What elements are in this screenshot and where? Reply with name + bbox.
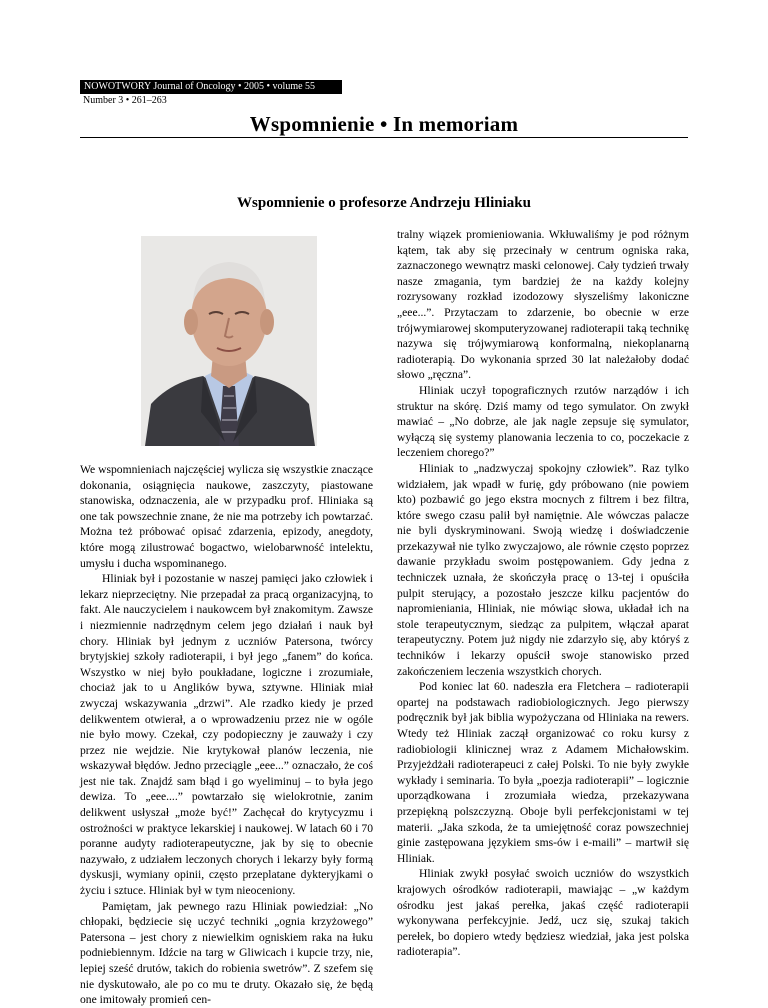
journal-issue-pages: Number 3 • 261–263 bbox=[83, 95, 167, 106]
right-paragraph-5: Hliniak zwykł posyłać swoich uczniów do wszystkich krajowych ośrodków radioterapii, mawiając – „w każdym ośrodku jest jakaś perełka, jakaś część radioterapii wykonywana perfekcyjnie. Jedź, ucz się, szukaj takich perełek, bo dopiero wtedy będziesz wiedział, jaka jest polska radioterapia”. bbox=[397, 867, 689, 959]
journal-band: NOWOTWORY Journal of Oncology • 2005 • volume 55 bbox=[80, 80, 342, 94]
left-paragraph-2: Hliniak był i pozostanie w naszej pamięci jako człowiek i lekarz nieprzeciętny. Nie przepadał za pracą organizacyjną, to fakt. Ale nauczycielem i naukowcem był znakomitym. Zawsze i niezmiennie nadrzędnym celem jego działań i nauk był chory. Hliniak był jednym z uczniów Patersona, twórcy brytyjskiej szkoły radioterapii, i był jego „fanem” do końca. Wszystko w niej było poukładane, logiczne i zrozumiałe, chociaż jak to u Anglików bywa, sztywne. Hliniak miał zwyczaj wskazywania „drzwi”. Ale rzadko kiedy je przed delikwentem otwierał, a o wprowadzeniu przez nie w ogóle nie było mowy. Czekał, czy podopieczny je zauważy i czy przez nie wejdzie. Nie krytykował planów leczenia, nie wskazywał błędów. Jedno przeciągle „eee...” oznaczało, że coś jest nie tak. Znajdź sam błąd i go wyeliminuj – to była jego dewiza. To „eee....” powtarzało się wielokrotnie, zanim delikwent usłyszał „może być!” Zachęcał do krytycyzmu i ostrożności w praktyce lekarskiej i naukowej. W latach 60 i 70 poranne audyty radioterapeutyczne, jak by się to obecnie nazywało, z udziałem leczonych chorych i lekarzy były formą dyskusji, wymiany opinii, często przeplatane dykteryjkami o życiu i sztuce. Hliniak był w tym nieoceniony. bbox=[80, 572, 373, 898]
right-paragraph-4: Pod koniec lat 60. nadeszła era Fletchera – radioterapii opartej na podstawach radiobiologicznych. Jego pierwszy podręcznik był jak biblia wypożyczana od Hliniaka na rewers. Wtedy też Hliniak zaczął organizować co roku kursy z radiobiologii klinicznej wraz z Adamem Michałowskim. Przyjeżdżałi radioterapeuci z całej Polski. To nie były zwykłe wykłady i seminaria. To była „poezja radioterapii” – logicznie uporządkowana i zrozumiała wiedza, przekazywana przepiękną polszczyzną. Oboje byli perfekcjonistami w tej materii. „Jaka szkoda, że ta umiejętność coraz powszechniej ginie zastępowana językiem sms-ów i e-maili” – martwił się Hliniak. bbox=[397, 680, 689, 865]
left-column bbox=[80, 462, 373, 1008]
right-paragraph-3: Hliniak to „nadzwyczaj spokojny człowiek”. Raz tylko widziałem, jak wpadł w furię, gdy próbowano (nie powiem kto) pozbawić go jego ekstra mocnych z filtrem i bez filtra, które swego czasu palił był namiętnie. Ale wówczas palacze nie byli dyskryminowani. Swoją wiedzę i doświadczenie przekazywał nie tylko zwyczajowo, ale równie często poprzez dawanie przykładu swoim postępowaniem. Gdy jedna z techniczek uznała, że skończyła pracę o 13-tej i opuściła pulpit sterujący, a pozostało jeszcze kilku pacjentów do napromieniania, Hliniak, nie mówiąc słowa, układał ich na stole terapeutycznym, siedząc za pulpitem, włączał aparat terapeutyczny. Potem już nigdy nie zdarzyło się, aby któryś z techników i lekarzy opuścił swoje stanowisko przed zakończeniem leczenia wszystkich chorych. bbox=[397, 461, 689, 678]
right-paragraph-2: Hliniak uczył topograficznych rzutów narządów i ich struktur na skórę. Dziś mamy od tego symulator. On zwykł mawiać – „No dobrze, ale jak nagle zepsuje się symulator, wyłączą się systemy planowania leczenia to co, poczekacie z leczeniem chorego?” bbox=[397, 383, 689, 460]
right-paragraph-1: tralny wiązek promieniowania. Wkłuwaliśmy je pod różnym kątem, tak aby się przecinały w centrum ogniska raka, zaznaczonego wewnątrz maski celonowej. Cały tydzień trwały nasze zmagania, tym bardziej że na każdy kolejny rozrysowany rozkład izodozowy słyszeliśmy lakoniczne „eee...”. Przytaczam to zdarzenie, bo obecnie w erze trójwymiarowej skomputeryzowanej radioterapii taką technikę nazywa się trójwymiarową konformalną, niekoplanarną radioterapią. Do wykonania sprzed 30 lat należałoby dodać słowo „ręczna”. bbox=[397, 228, 689, 382]
section-title: Wspomnienie • In memoriam bbox=[249, 112, 519, 136]
left-paragraph-3: Pamiętam, jak pewnego razu Hliniak powiedział: „No chłopaki, będziecie się uczyć techniki „ognia krzyżowego” Patersona – jest chory z niewielkim ogniskiem raka na łuku podniebiennym. Idźcie na targ w Gliwicach i kupcie trzy, nie, lepiej sześć drutów, takich do robienia swetrów”. Z szefem się nie dyskutowało, ale po co mu te druty. Okazało się, że będą one imitowały promień cen- bbox=[80, 899, 373, 1007]
right-column bbox=[397, 227, 689, 960]
header-rule bbox=[80, 137, 688, 138]
article-title: Wspomnienie o profesorze Andrzeju Hliniaku bbox=[237, 195, 531, 211]
portrait-photo bbox=[141, 236, 317, 446]
left-paragraph-1: We wspomnieniach najczęściej wylicza się wszystkie znaczące dokonania, osiągnięcia naukowe, zaszczyty, piastowane stanowiska, odznaczenia, ale w przypadku prof. Hliniaka są one tak powszechnie znane, że nie ma potrzeby ich powtarzać. Można też próbować opisać zdarzenia, epizody, anegdoty, które mogą zilustrować bogactwo, wielobarwność intelektu, umysłu i ducha wspominanego. bbox=[80, 463, 373, 570]
journal-header bbox=[80, 80, 342, 107]
